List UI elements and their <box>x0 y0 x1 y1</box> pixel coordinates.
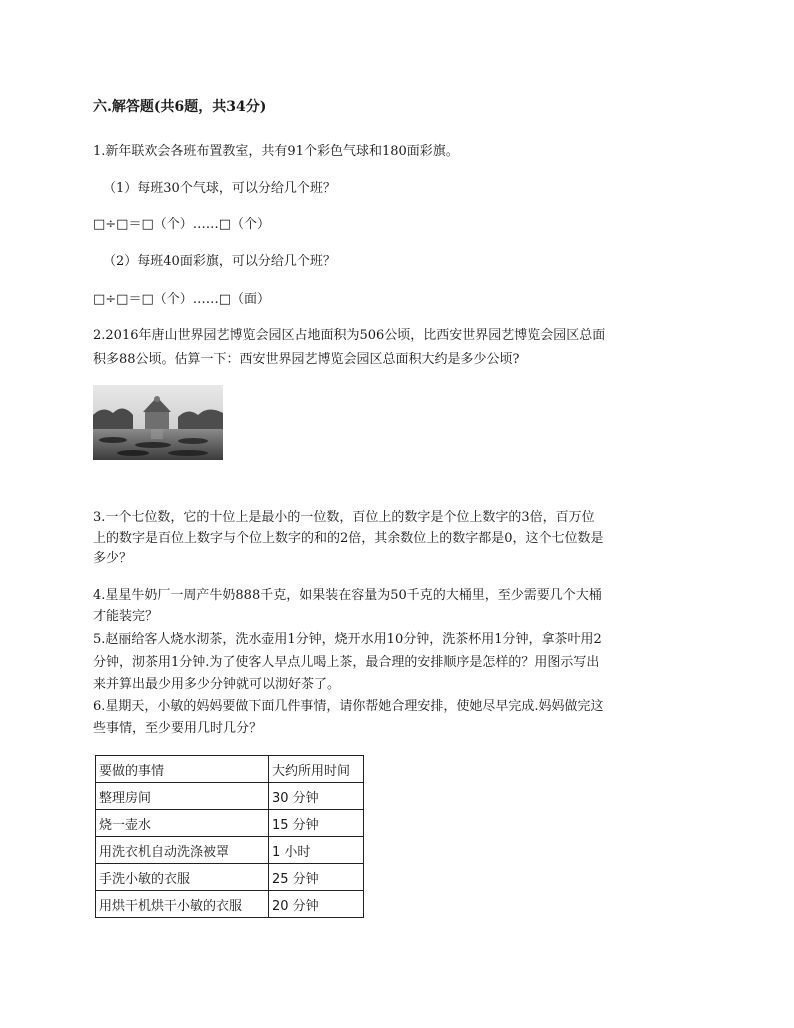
q1-part2-formula: □÷□＝□（个）……□（面） <box>93 292 271 307</box>
table-row <box>96 891 364 918</box>
task-cell: 整理房间 <box>96 783 269 810</box>
q1-part1: （1）每班30个气球，可以分给几个班？ <box>103 181 336 196</box>
time-cell: 25 分钟 <box>269 864 364 891</box>
q2-line2: 积多88公顷。估算一下：西安世界园艺博览会园区总面积大约是多少公顷? <box>93 352 520 367</box>
q3-line1: 3.一个七位数，它的十位上是最小的一位数，百位上的数字是个位上数字的3倍，百万位 <box>93 510 595 525</box>
q6-line1: 6.星期天，小敏的妈妈要做下面几件事情，请你帮她合理安排，使她尽早完成.妈妈做完这 <box>93 699 604 714</box>
q5-line2: 分钟，沏茶用1分钟.为了使客人早点儿喝上茶，最合理的安排顺序是怎样的？用图示写出 <box>93 655 600 670</box>
q2-line1: 2.2016年唐山世界园艺博览会园区占地面积为506公顷，比西安世界园艺博览会园区总面 <box>93 328 606 343</box>
header-task: 要做的事情 <box>96 756 269 783</box>
task-cell: 用洗衣机自动洗涤被罩 <box>96 837 269 864</box>
time-cell: 30 分钟 <box>269 783 364 810</box>
q1-part2: （2）每班40面彩旗，可以分给几个班？ <box>103 254 336 269</box>
q5-line1: 5.赵丽给客人烧水沏茶，洗水壶用1分钟，烧开水用10分钟，洗茶杯用1分钟，拿茶叶用2 <box>93 632 602 647</box>
q1-part1-formula: □÷□＝□（个）……□（个） <box>93 217 271 232</box>
time-cell: 15 分钟 <box>269 810 364 837</box>
time-cell: 1 小时 <box>269 837 364 864</box>
q6-line2: 些事情，至少要用几时几分？ <box>93 721 263 736</box>
task-cell: 烧一壶水 <box>96 810 269 837</box>
garden-pavilion-image <box>93 385 223 460</box>
table-row <box>96 837 364 864</box>
table-header-row <box>96 756 364 783</box>
task-time-table <box>95 755 364 918</box>
task-cell: 手洗小敏的衣服 <box>96 864 269 891</box>
task-cell: 用烘干机烘干小敏的衣服 <box>96 891 269 918</box>
table-row <box>96 864 364 891</box>
q3-line3: 多少？ <box>93 551 133 566</box>
q5-line3: 来并算出最少用多少分钟就可以沏好茶了。 <box>93 677 341 692</box>
expo-photo <box>93 385 223 460</box>
section-title: 六.解答题(共6题，共34分) <box>93 99 267 115</box>
table-row <box>96 810 364 837</box>
time-cell: 20 分钟 <box>269 891 364 918</box>
q1-stem: 1.新年联欢会各班布置教室，共有91个彩色气球和180面彩旗。 <box>93 144 459 159</box>
q4-line2: 才能装完？ <box>93 609 159 624</box>
header-time: 大约所用时间 <box>269 756 364 783</box>
q3-line2: 上的数字是百位上数字与个位上数字的和的2倍，其余数位上的数字都是0，这个七位数是 <box>93 531 604 546</box>
q4-line1: 4.星星牛奶厂一周产牛奶888千克，如果装在容量为50千克的大桶里，至少需要几个大桶 <box>93 588 602 603</box>
table-row <box>96 783 364 810</box>
